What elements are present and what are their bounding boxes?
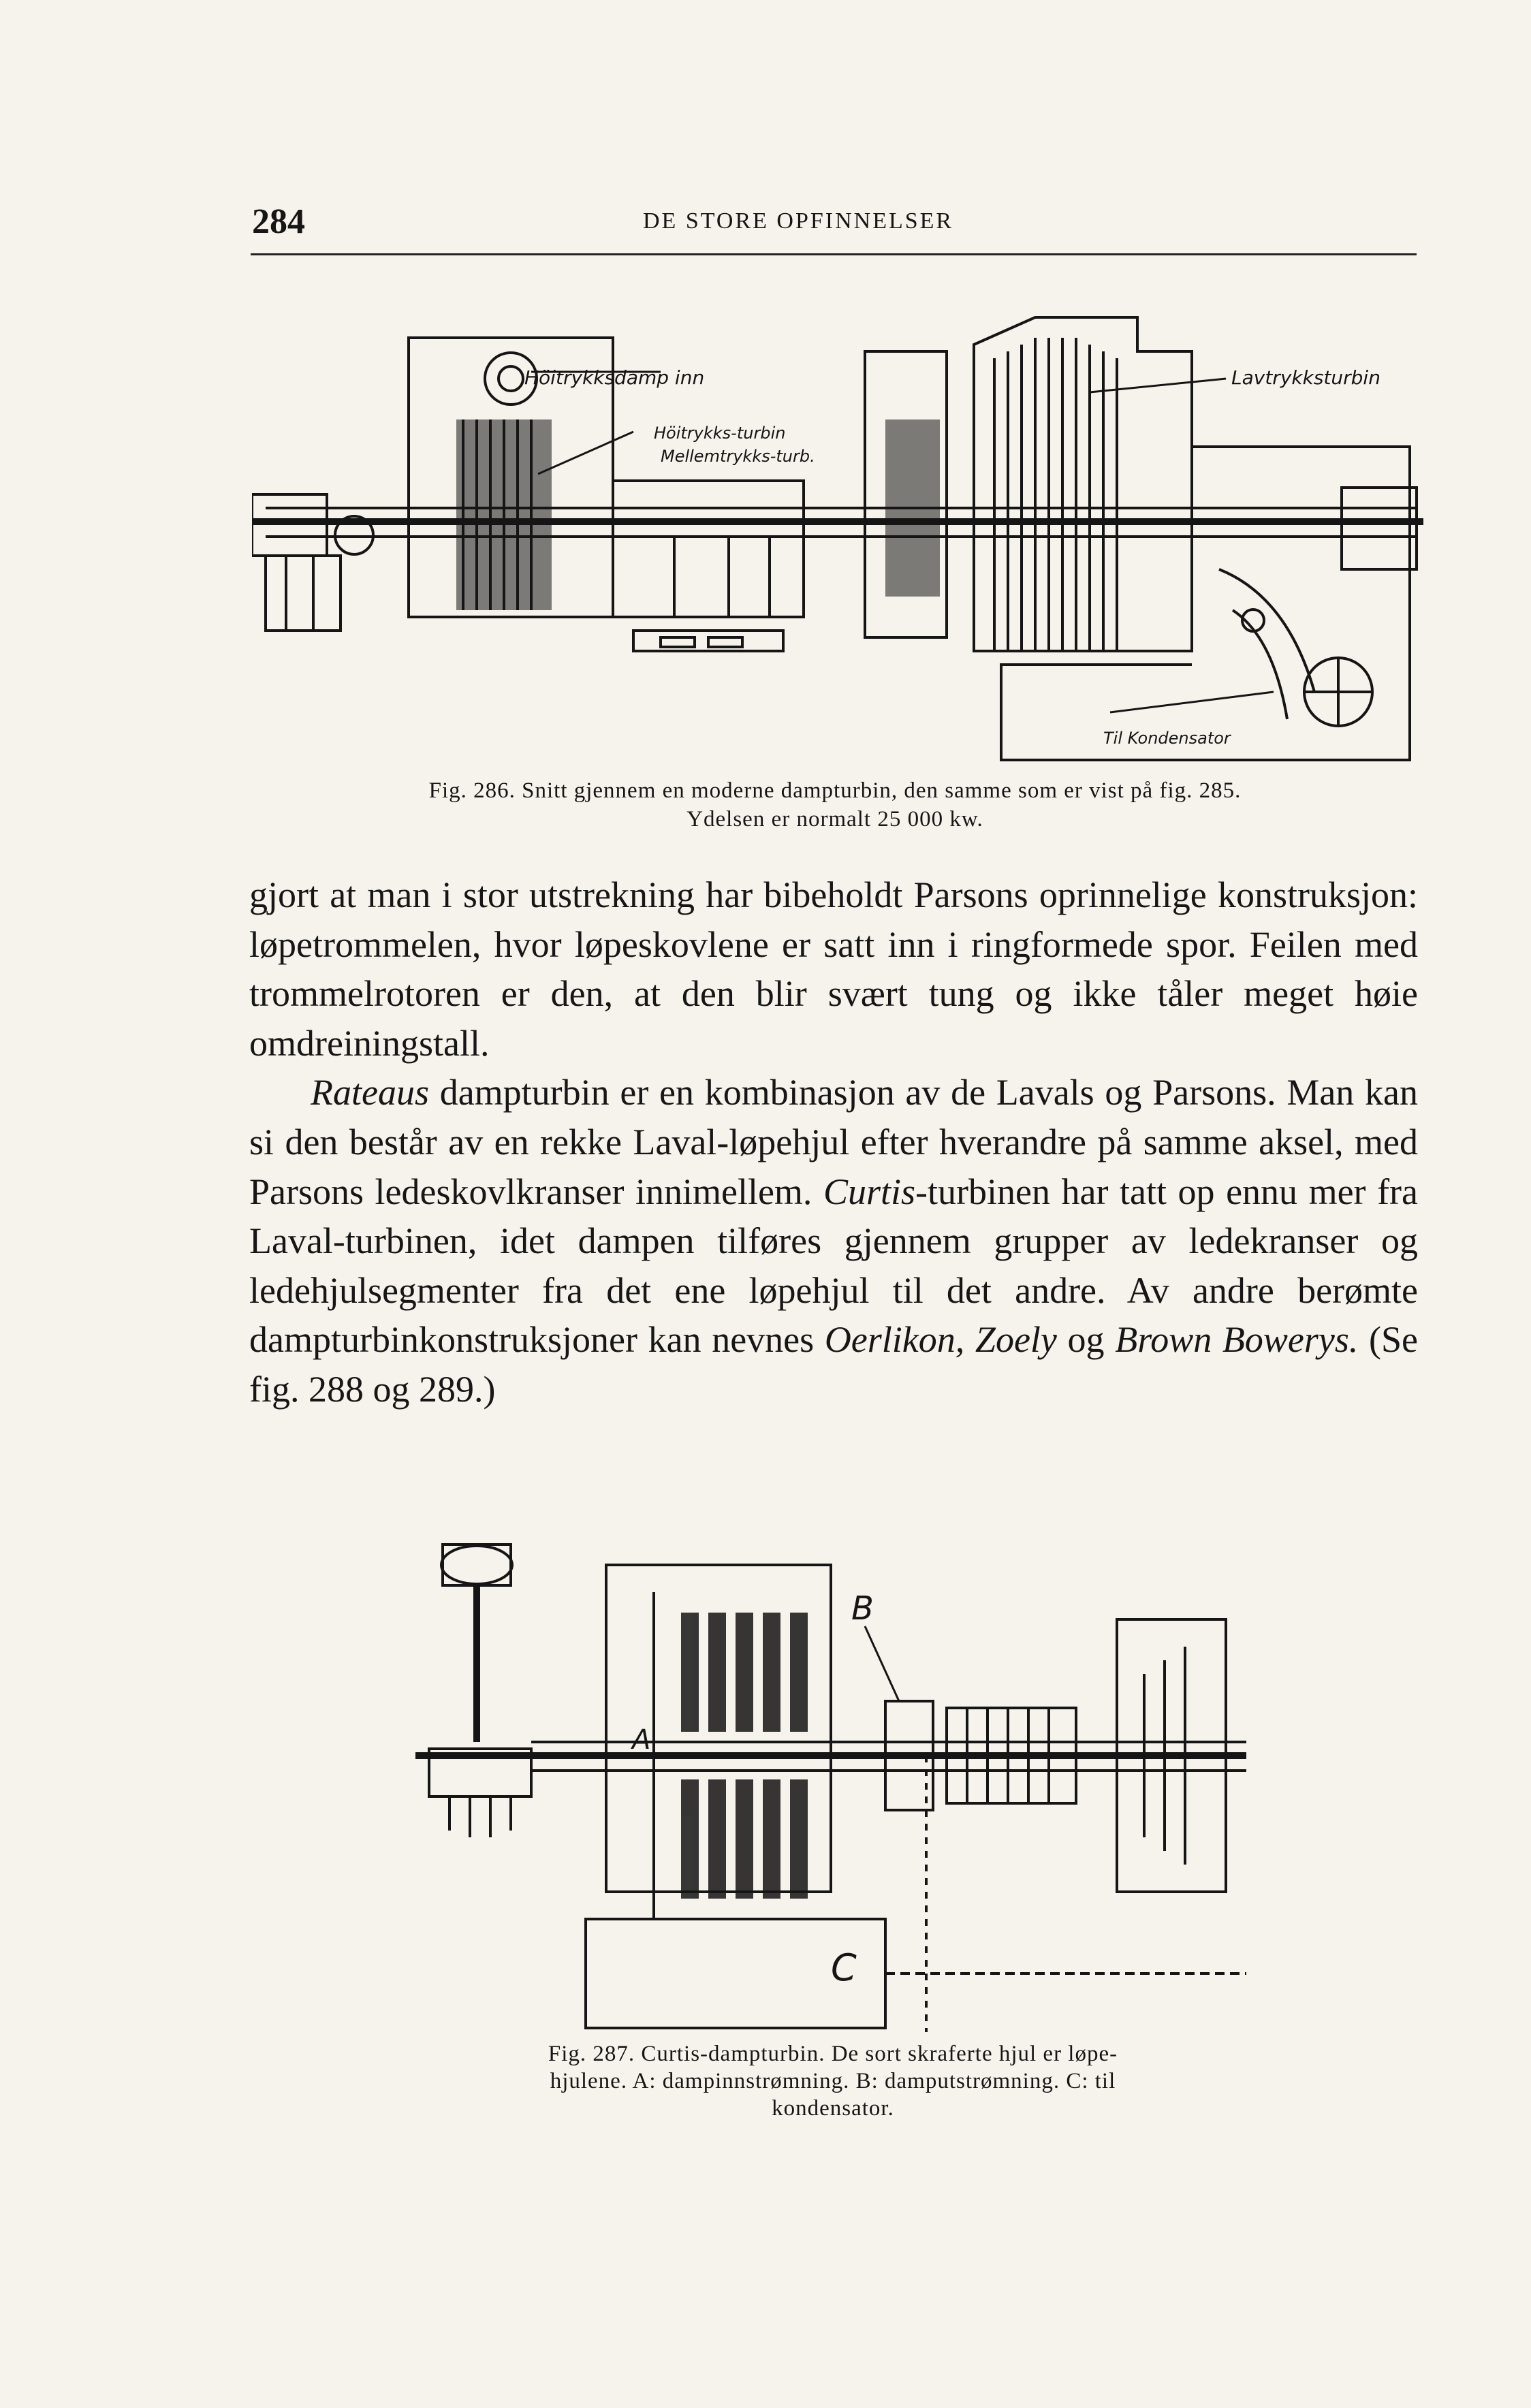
brown-bowerys-name: Brown Bowerys. <box>1115 1319 1359 1361</box>
oerlikon-zoely-names: Oerlikon, Zoely <box>824 1319 1057 1361</box>
figure-287-curtis-turbine <box>409 1538 1260 2032</box>
rateaus-name: Rateaus <box>311 1072 429 1113</box>
header-rule <box>251 253 1417 255</box>
paragraph-2-text-2: -turbinen har tatt op ennu mer fra Laval-turbinen, idet dampen tilføres gjennem grupper av ledekranser og ledehjulsegmenter fra det ene løpehjul til det andre. Av andre berømte dampturbinkonstruksjoner kan nevnes <box>249 1171 1418 1361</box>
curtis-name: Curtis <box>823 1171 916 1212</box>
label-b: B <box>851 1589 874 1628</box>
body-text <box>249 870 1418 1414</box>
label-hp-steam-in: Höitrykksdamp inn <box>524 366 705 389</box>
figure-286-turbine-section <box>252 311 1423 767</box>
figure-286-caption-line-1: Fig. 286. Snitt gjennem en moderne dampturbin, den samme som er vist på fig. 285. <box>428 778 1242 803</box>
label-hp-turbine: Höitrykks-turbin <box>654 424 786 443</box>
figure-287-caption-line-3: kondensator. <box>772 2096 894 2121</box>
paragraph-2 <box>249 1068 1418 1414</box>
figure-286-caption-line-2: Ydelsen er normalt 25 000 kw. <box>686 807 983 831</box>
figure-287-caption-line-2: hjulene. A: dampinnstrømning. B: damputstrømning. C: til <box>550 2069 1116 2093</box>
page-number: 284 <box>252 202 305 241</box>
label-lp-turbine: Lavtrykksturbin <box>1231 366 1380 389</box>
paragraph-2-text-3: og <box>1056 1319 1116 1361</box>
paragraph-2-text-4: (Se fig. 288 og 289.) <box>249 1319 1418 1410</box>
running-head: DE STORE OPFINNELSER <box>643 208 954 234</box>
paragraph-2-text-1: dampturbin er en kombinasjon av de Lavals og Parsons. Man kan si den består av en rekke Laval-løpehjul efter hverandre på samme aksel, med Parsons ledeskovlkranser innimellem. <box>249 1072 1418 1212</box>
label-c: C <box>831 1946 857 1989</box>
label-to-condenser: Til Kondensator <box>1103 729 1231 748</box>
figure-287-caption-line-1: Fig. 287. Curtis-dampturbin. De sort skraferte hjul er løpe- <box>548 2042 1118 2066</box>
label-ip-turbine: Mellemtrykks-turb. <box>661 447 815 466</box>
label-a: A <box>632 1724 651 1756</box>
figure-286-caption <box>252 776 1418 834</box>
paragraph-1: gjort at man i stor utstrekning har bibeholdt Parsons oprinnelige konstruksjon: løpetrommelen, hvor løpeskovlene er satt inn i ringformede spor. Feilen med trommelrotoren er den, at den blir svært tung og ikke tåler meget høie omdreiningstall. <box>249 874 1418 1064</box>
figure-287-caption <box>394 2040 1272 2122</box>
